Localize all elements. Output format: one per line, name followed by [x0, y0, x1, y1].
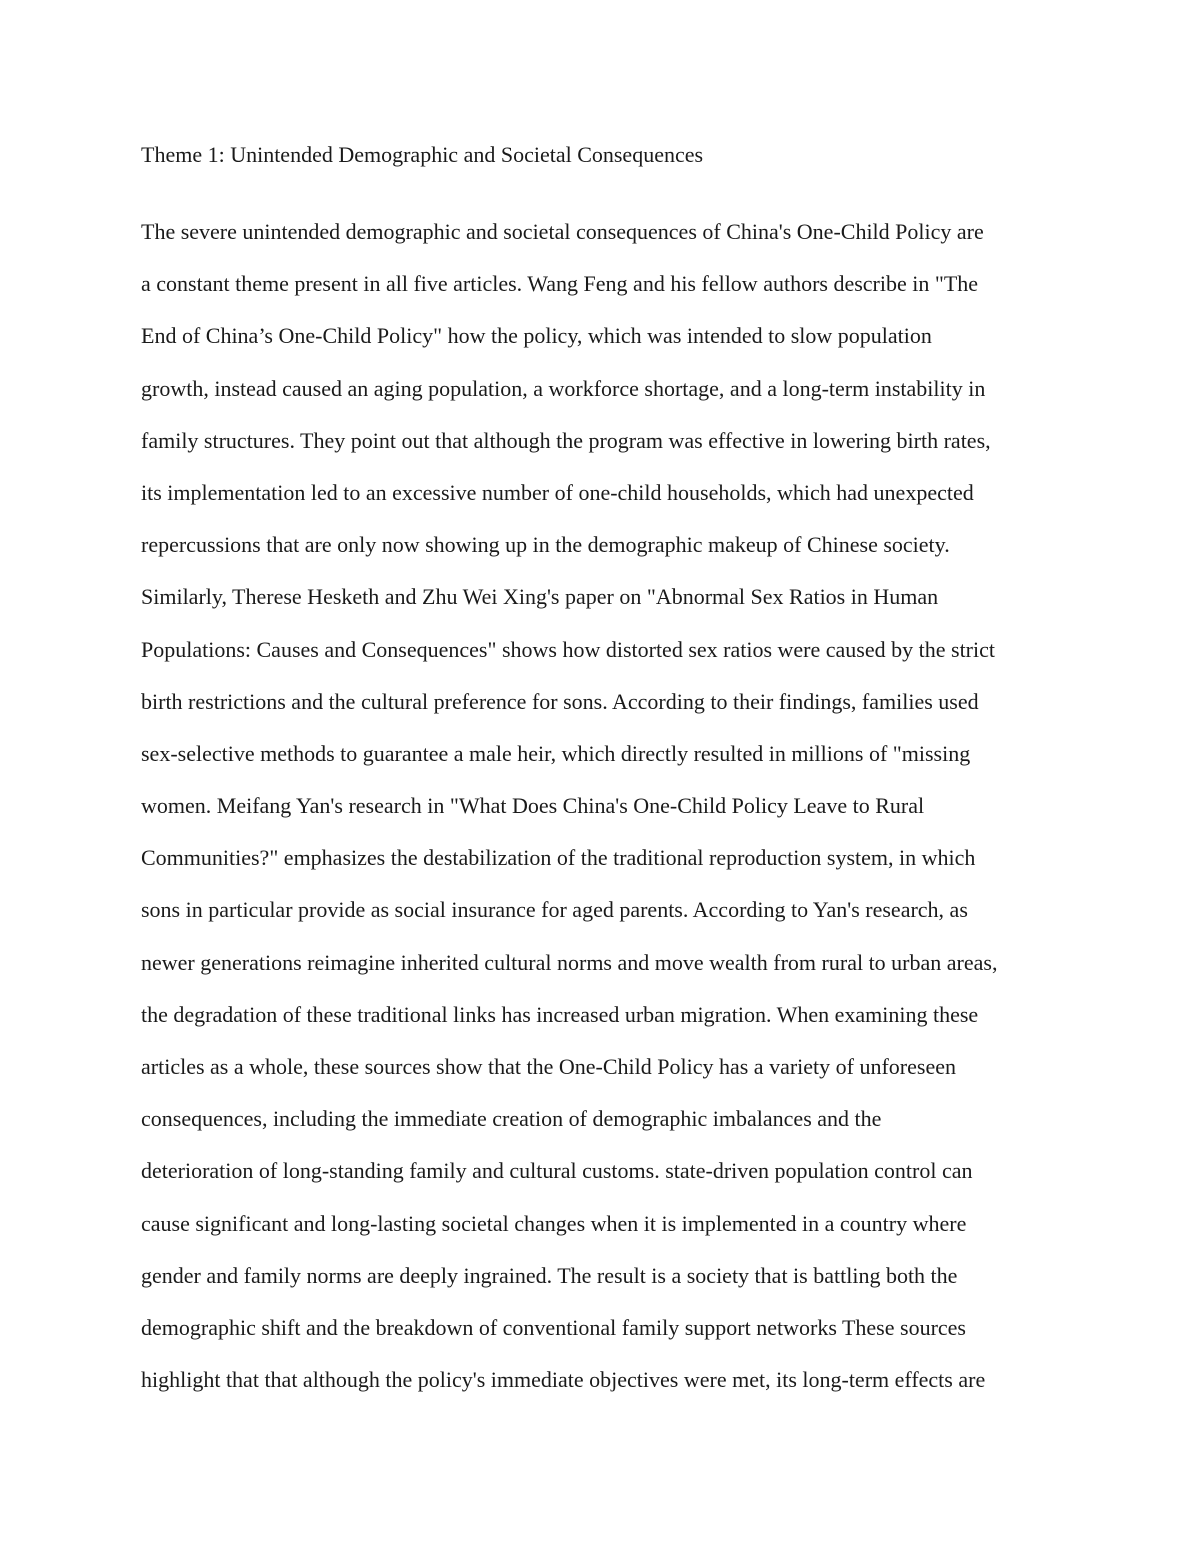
text-line: End of China’s One-Child Policy" how the policy, which was intended to slow population: [141, 323, 932, 349]
body-paragraph: [141, 206, 1071, 1406]
section-heading: Theme 1: Unintended Demographic and Societal Consequences: [141, 142, 704, 167]
text-line: the degradation of these traditional links has increased urban migration. When examining these: [141, 1001, 979, 1027]
text-line: sex-selective methods to guarantee a male heir, which directly resulted in millions of "missing: [141, 740, 971, 766]
text-line: birth restrictions and the cultural preference for sons. According to their findings, families used: [141, 688, 979, 714]
text-line: The severe unintended demographic and societal consequences of China's One-Child Policy are: [141, 219, 984, 244]
text-line: consequences, including the immediate creation of demographic imbalances and the: [141, 1106, 882, 1132]
text-line: newer generations reimagine inherited cultural norms and move wealth from rural to urban areas,: [141, 949, 998, 975]
text-line: deterioration of long-standing family and cultural customs. state-driven population control can: [141, 1158, 973, 1184]
text-line: family structures. They point out that although the program was effective in lowering birth rates,: [141, 427, 991, 453]
text-line: growth, instead caused an aging population, a workforce shortage, and a long-term instability in: [141, 375, 986, 401]
text-line: sons in particular provide as social insurance for aged parents. According to Yan's research, as: [141, 897, 968, 923]
text-line: cause significant and long-lasting societal changes when it is implemented in a country where: [141, 1210, 967, 1236]
text-line: repercussions that are only now showing up in the demographic makeup of Chinese society.: [141, 532, 950, 558]
text-line: gender and family norms are deeply ingrained. The result is a society that is battling both the: [141, 1262, 958, 1288]
text-line: articles as a whole, these sources show that the One-Child Policy has a variety of unforeseen: [141, 1054, 956, 1079]
text-line: Populations: Causes and Consequences" shows how distorted sex ratios were caused by the strict: [141, 636, 995, 662]
text-line: demographic shift and the breakdown of conventional family support networks These sources: [141, 1314, 966, 1340]
text-line: women. Meifang Yan's research in "What Does China's One-Child Policy Leave to Rural: [141, 793, 925, 819]
text-line: a constant theme present in all five articles. Wang Feng and his fellow authors describe in "The: [141, 271, 979, 297]
text-line: Communities?" emphasizes the destabilization of the traditional reproduction system, in which: [141, 845, 976, 871]
text-line: its implementation led to an excessive number of one-child households, which had unexpected: [141, 479, 974, 505]
text-line: Similarly, Therese Hesketh and Zhu Wei Xing's paper on "Abnormal Sex Ratios in Human: [141, 584, 939, 610]
text-line: highlight that that although the policy's immediate objectives were met, its long-term effects are: [141, 1367, 986, 1393]
